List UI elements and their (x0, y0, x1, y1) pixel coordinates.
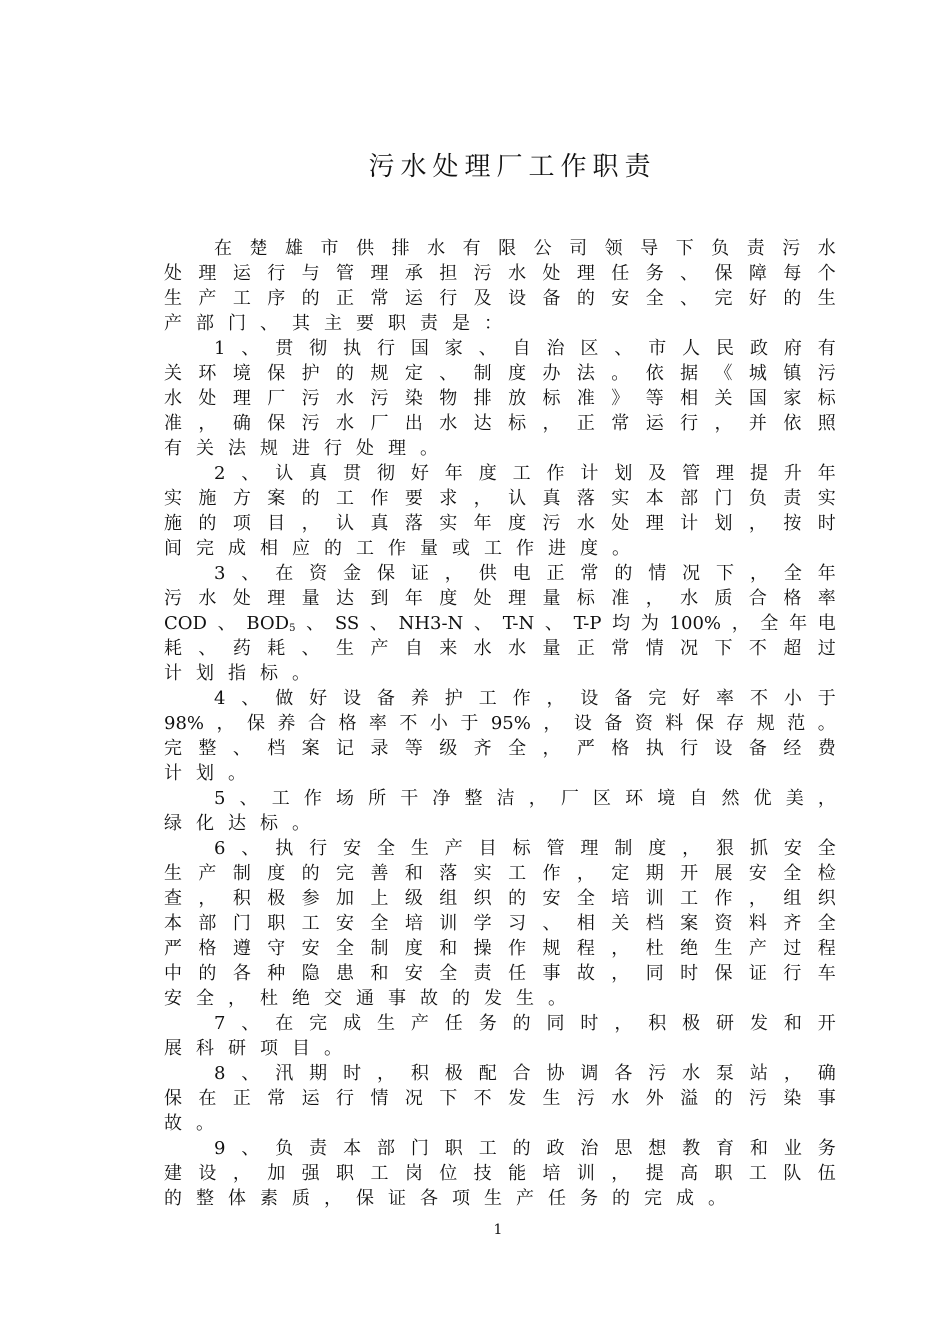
text-line: 9 、 负 责 本 部 门 职 工 的 政 治 思 想 教 育 和 业 务 (214, 1138, 836, 1159)
text-line: 产 部 门 、 其 主 要 职 责 是 ： (164, 313, 502, 334)
text-line: 完 整 、 档 案 记 录 等 级 齐 全 ， 严 格 执 行 设 备 经 费 (164, 738, 836, 759)
text-line: 生 产 工 序 的 正 常 运 行 及 设 备 的 安 全 、 完 好 的 生 (164, 288, 836, 309)
text-line: 准 ， 确 保 污 水 厂 出 水 达 标 ， 正 常 运 行 ， 并 依 照 (164, 413, 836, 434)
text-line: 计 划 指 标 。 (164, 663, 310, 684)
text-line: 污 水 处 理 量 达 到 年 度 处 理 量 标 准 ， 水 质 合 格 率 (164, 588, 836, 609)
text-line: 有 关 法 规 进 行 处 理 。 (164, 438, 438, 459)
text-line: 4 、 做 好 设 备 养 护 工 作 ， 设 备 完 好 率 不 小 于 (214, 688, 836, 709)
document-body (164, 236, 836, 1211)
text-line: 3 、 在 资 金 保 证 ， 供 电 正 常 的 情 况 下 ， 全 年 (214, 563, 836, 584)
text-line: 7 、 在 完 成 生 产 任 务 的 同 时 ， 积 极 研 发 和 开 (214, 1013, 836, 1034)
text-line: 处 理 运 行 与 管 理 承 担 污 水 处 理 任 务 、 保 障 每 个 (164, 263, 836, 284)
text-line: 在 楚 雄 市 供 排 水 有 限 公 司 领 导 下 负 责 污 水 (214, 238, 836, 259)
text-line: 严 格 遵 守 安 全 制 度 和 操 作 规 程 ， 杜 绝 生 产 过 程 (164, 938, 836, 959)
text-line: 关 环 境 保 护 的 规 定 、 制 度 办 法 。 依 据 《 城 镇 污 (164, 363, 836, 384)
text-line: 本 部 门 职 工 安 全 培 训 学 习 、 相 关 档 案 资 料 齐 全 (164, 913, 836, 934)
text-line: 建 设 ， 加 强 职 工 岗 位 技 能 培 训 ， 提 高 职 工 队 伍 (164, 1163, 836, 1184)
text-line: 生 产 制 度 的 完 善 和 落 实 工 作 ， 定 期 开 展 安 全 检 (164, 863, 836, 884)
text-line: 8 、 汛 期 时 ， 积 极 配 合 协 调 各 污 水 泵 站 ， 确 (214, 1063, 836, 1084)
text-line: 保 在 正 常 运 行 情 况 下 不 发 生 污 水 外 溢 的 污 染 事 (164, 1088, 836, 1109)
text-line: 1 、 贯 彻 执 行 国 家 、 自 治 区 、 市 人 民 政 府 有 (214, 338, 836, 359)
text-line: 98% ， 保 养 合 格 率 不 小 于 95% ， 设 备 资 料 保 存 规 范 。 (164, 713, 836, 734)
text-line: 间 完 成 相 应 的 工 作 量 或 工 作 进 度 。 (164, 538, 630, 559)
text-line: 耗 、 药 耗 、 生 产 自 来 水 水 量 正 常 情 况 下 不 超 过 (164, 638, 836, 659)
text-line: 5 、 工 作 场 所 干 净 整 洁 ， 厂 区 环 境 自 然 优 美 ， (214, 788, 836, 809)
text-line: 计 划 。 (164, 763, 246, 784)
text-line: 故 。 (164, 1113, 214, 1134)
text-line: 安 全 ， 杜 绝 交 通 事 故 的 发 生 。 (164, 988, 566, 1009)
text-line: 2 、 认 真 贯 彻 好 年 度 工 作 计 划 及 管 理 提 升 年 (214, 463, 836, 484)
document-title: 污水处理厂工作职责 (368, 152, 657, 182)
text-line: 中 的 各 种 隐 患 和 安 全 责 任 事 故 ， 同 时 保 证 行 车 (164, 963, 836, 984)
text-line: 水 处 理 厂 污 水 污 染 物 排 放 标 准 》 等 相 关 国 家 标 (164, 388, 836, 409)
text-line: 的 整 体 素 质 ， 保 证 各 项 生 产 任 务 的 完 成 。 (164, 1188, 726, 1209)
text-line: COD 、 BOD5 、 SS 、 NH3-N 、 T-N 、 T-P 均 为 100% ， 全 年 电 (164, 613, 836, 634)
page-number: 1 (493, 1222, 503, 1238)
text-line: 6 、 执 行 安 全 生 产 目 标 管 理 制 度 ， 狠 抓 安 全 (214, 838, 836, 859)
text-line: 查 ， 积 极 参 加 上 级 组 织 的 安 全 培 训 工 作 ， 组 织 (164, 888, 836, 909)
text-line: 实 施 方 案 的 工 作 要 求 ， 认 真 落 实 本 部 门 负 责 实 (164, 488, 836, 509)
text-line: 施 的 项 目 ， 认 真 落 实 年 度 污 水 处 理 计 划 ， 按 时 (164, 513, 836, 534)
text-line: 展 科 研 项 目 。 (164, 1038, 342, 1059)
text-line: 绿 化 达 标 。 (164, 813, 310, 834)
